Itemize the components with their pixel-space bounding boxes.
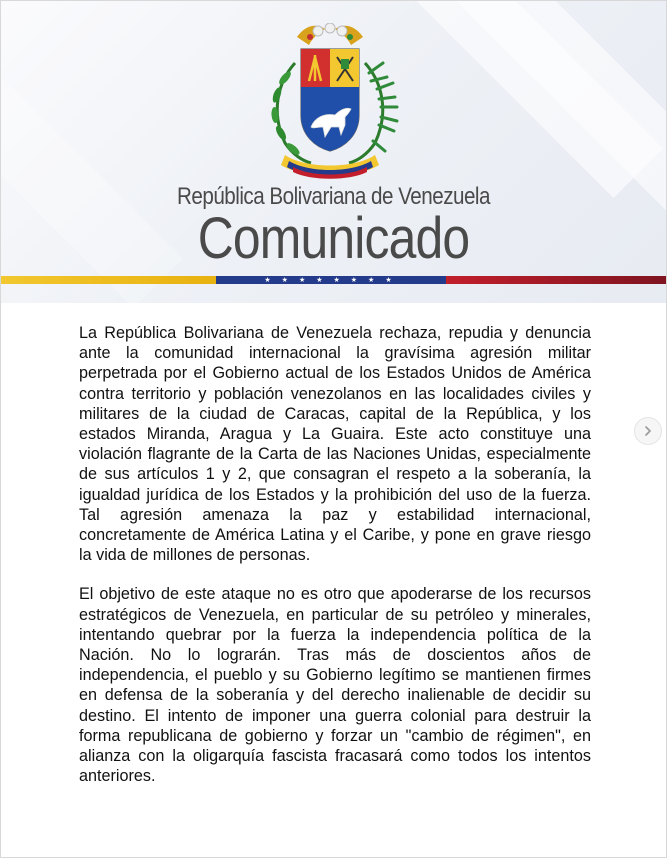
next-slide-button[interactable] [634,417,662,445]
page-title: Comunicado [197,206,470,271]
communique-body [79,323,591,805]
coat-of-arms-icon [255,23,405,181]
flag-stars: ★★★★★★★★ [264,277,403,284]
paragraph: El objetivo de este ataque no es otro que apoderarse de los recursos estratégicos de Venezuela, en particular de su petróleo y minerales, intentando quebrar por la fuerza la independencia política de la Nación. No lo lograrán. Tras más de doscientos años de independencia, el pueblo y su Gobierno legítimo se mantienen firmes en defensa de la soberanía y del derecho inalienable de decidir su destino. El intento de imponer una guerra colonial para destruir la forma republicana de gobierno y forzar un "cambio de régimen", en alianza con la oligarquía fascista fracasará como todos los intentos anteriores. [79,585,591,786]
country-name: República Bolivariana de Venezuela [177,183,490,210]
chevron-right-icon [642,425,654,437]
paragraph: La República Bolivariana de Venezuela rechaza, repudia y denuncia ante la comunidad internacional la gravísima agresión militar perpetrada por el Gobierno actual de los Estados Unidos de América contra territorio y población venezolanos en las localidades civiles y militares de la ciudad de Caracas, capital de la República, y los estados Miranda, Aragua y La Guaira. Este acto constituye una violación flagrante de la Carta de las Naciones Unidas, especialmente de sus artículos 1 y 2, que consagran el respeto a la soberanía, la igualdad jurídica de los Estados y la prohibición del uso de la fuerza. Tal agresión amenaza la paz y estabilidad internacional, concretamente de América Latina y el Caribe, y pone en grave riesgo la vida de millones de personas. [79,324,591,565]
header-banner [1,1,666,303]
